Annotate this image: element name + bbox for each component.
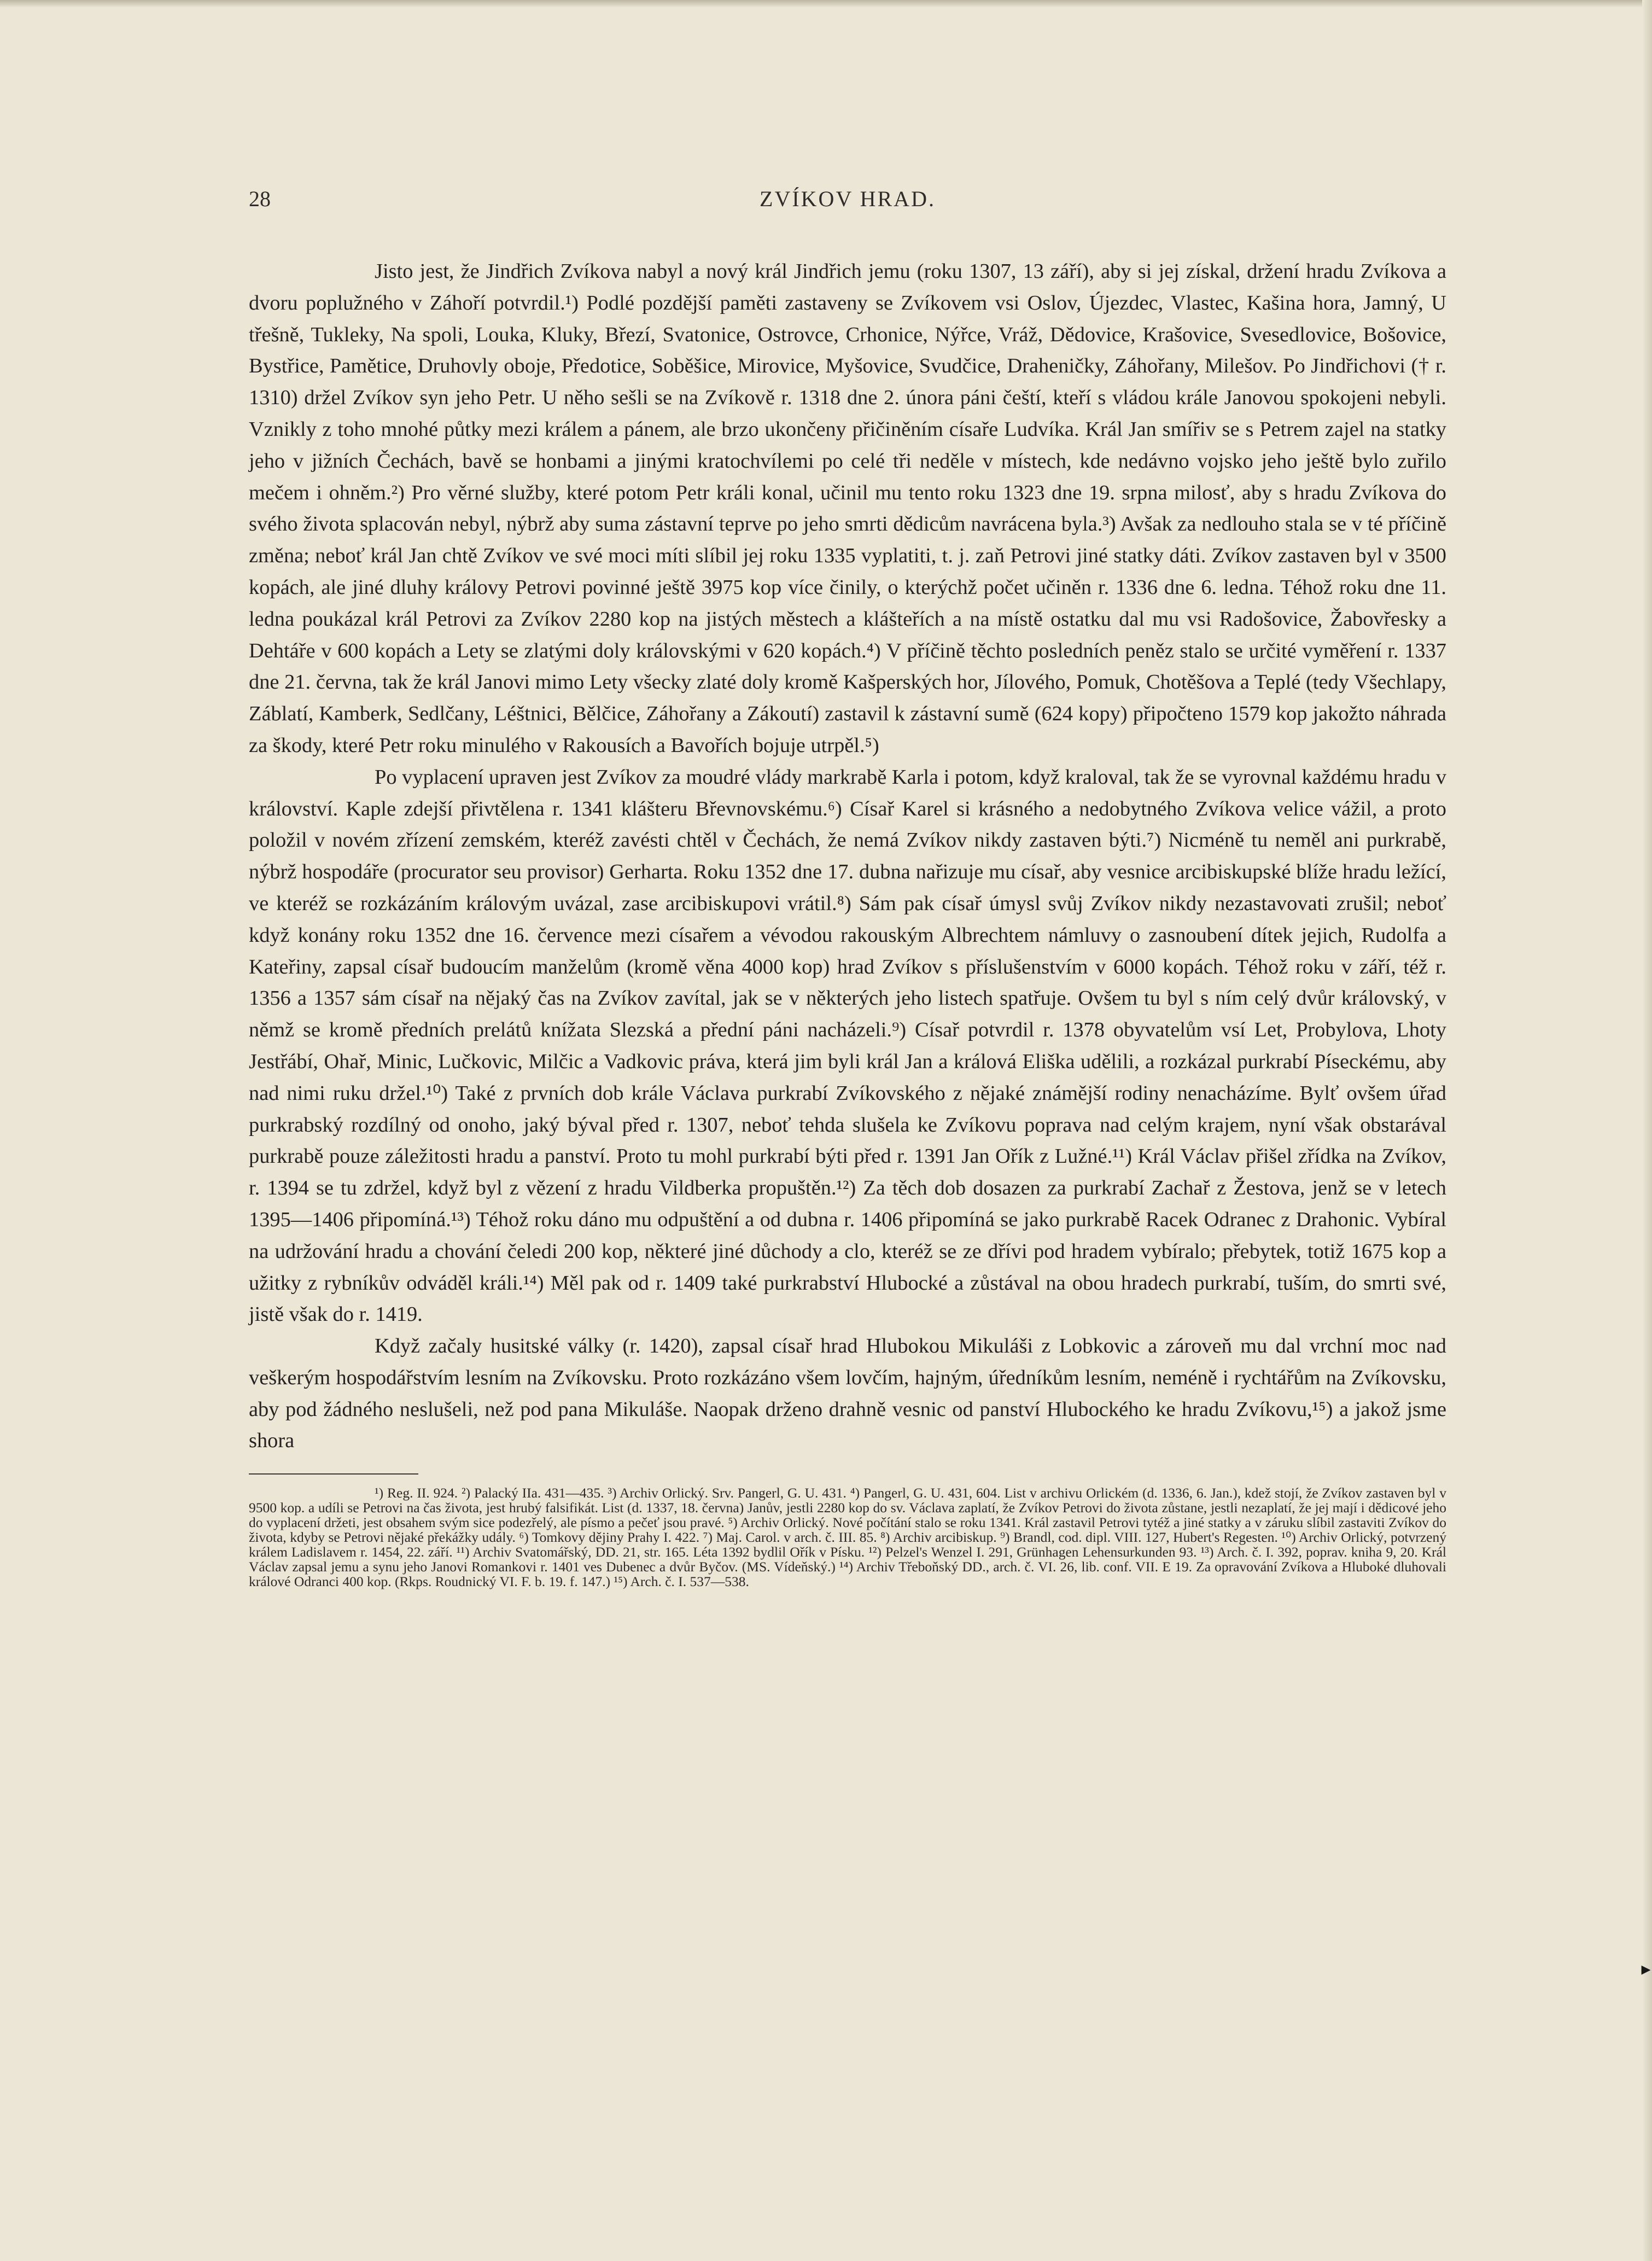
- running-head: [249, 186, 1446, 219]
- book-page: [249, 186, 1446, 1589]
- footnote-divider: [249, 1473, 418, 1475]
- page-top-edge: [0, 0, 1652, 8]
- paragraph: Po vyplacení upraven jest Zvíkov za moudré vlády markrabě Karla i potom, když kraloval, tak že se vyrovnal každému hradu v království. Kaple zdejší přivtělena r. 1341 klášteru Břevnovskému.⁶) Císař Karel si krásného a nedobytného Zvíkova velice vážil, a proto položil v novém zřízení zemském, kteréž zavésti chtěl v Čechách, že nemá Zvíkov nikdy zastaven býti.⁷) Nicméně tu neměl ani purkrabě, nýbrž hospodáře (procurator seu provisor) Gerharta. Roku 1352 dne 17. dubna nařizuje mu císař, aby vesnice arcibiskupské blíže hradu ležící, ve kteréž se rozkázáním královým uvázal, zase arcibiskupovi vrátil.⁸) Sám pak císař úmysl svůj Zvíkov nikdy nezastavovati zrušil; neboť když konány roku 1352 dne 16. července mezi císařem a vévodou rakouským Albrechtem námluvy o zasnoubení dítek jejich, Rudolfa a Kateřiny, zapsal císař budoucím manželům (kromě věna 4000 kop) hrad Zvíkov s příslušenstvím v 6000 kopách. Téhož roku v září, též r. 1356 a 1357 sám císař na nějaký čas na Zvíkov zavítal, jak se v některých jeho listech spatřuje. Ovšem tu byl s ním celý dvůr královský, v němž se kromě předních prelátů knížata Slezská a přední páni nacházeli.⁹) Císař potvrdil r. 1378 obyvatelům vsí Let, Probylova, Lhoty Jestřábí, Ohař, Minic, Lučkovic, Milčic a Vadkovic práva, která jim byli král Jan a králová Eliška udělili, a rozkázal purkrabí Píseckému, aby nad nimi ruku držel.¹⁰) Také z prvních dob krále Václava purkrabí Zvíkovského z nějaké známější rodiny nenacházíme. Bylť ovšem úřad purkrabský rozdílný od onoho, jaký býval před r. 1307, neboť tehda slušela ke Zvíkovu poprava nad celým krajem, nyní však obstarával purkrabě pouze záležitosti hradu a panství. Proto tu mohl purkrabí býti před r. 1391 Jan Ořík z Lužné.¹¹) Král Václav přišel zřídka na Zvíkov, r. 1394 se tu zdržel, když byl z vězení z hradu Vildberka propuštěn.¹²) Za těch dob dosazen za purkrabí Zachař z Žestova, jenž se v letech 1395—1406 připomíná.¹³) Téhož roku dáno mu odpuštění a od dubna r. 1406 připomíná se jako purkrabě Racek Odranec z Drahonic. Vybíral na udržování hradu a chování čeledi 200 kop, některé jiné důchody a clo, kteréž se ze dřívi pod hradem vybíralo; přebytek, totiž 1675 kop a užitky z rybníkův odváděl králi.¹⁴) Měl pak od r. 1409 také purkrabství Hlubocké a zůstával na obou hradech purkrabí, tuším, do smrti své, jistě však do r. 1419.: [249, 765, 1446, 1326]
- body-text: [249, 256, 1446, 1457]
- paragraph: Jisto jest, že Jindřich Zvíkova nabyl a nový král Jindřich jemu (roku 1307, 13 září), aby si jej získal, držení hradu Zvíkova a dvoru poplužného v Záhoří potvrdil.¹) Podlé pozdější paměti zastaveny se Zvíkovem vsi Oslov, Újezdec, Vlastec, Kašina hora, Jamný, U třešně, Tukleky, Na spoli, Louka, Kluky, Březí, Svatonice, Ostrovce, Crhonice, Nýřce, Vráž, Dědovice, Krašovice, Svesedlovice, Bošovice, Bystřice, Pamětice, Druhovly oboje, Předotice, Soběšice, Mirovice, Myšovice, Svudčice, Draheničky, Záhořany, Milešov. Po Jindřichovi († r. 1310) držel Zvíkov syn jeho Petr. U něho sešli se na Zvíkově r. 1318 dne 2. února páni čeští, kteří s vládou krále Janovou spokojeni nebyli. Vznikly z toho mnohé půtky mezi králem a pánem, ale brzo ukončeny přičiněním císaře Ludvíka. Král Jan smířiv se s Petrem zajel na statky jeho v jižních Čechách, bavě se honbami a jinými kratochvílemi po celé tři neděle v místech, kde nedávno vojsko jeho ještě bylo zuřilo mečem i ohněm.²) Pro věrné služby, které potom Petr králi konal, učinil mu tento roku 1323 dne 19. srpna milosť, aby s hradu Zvíkova do svého života splacován nebyl, nýbrž aby suma zástavní teprve po jeho smrti dědicům navrácena byla.³) Avšak za nedlouho stala se v té příčině změna; neboť král Jan chtě Zvíkov ve své moci míti slíbil jej roku 1335 vyplatiti, t. j. zaň Petrovi jiné statky dáti. Zvíkov zastaven byl v 3500 kopách, ale jiné dluhy královy Petrovi povinné ještě 3975 kop více činily, o kterýchž počet učiněn r. 1336 dne 6. ledna. Téhož roku dne 11. ledna poukázal král Petrovi za Zvíkov 2280 kop na jistých městech a klášteřích a na místě ostatku dal mu vsi Radošovice, Žabovřesky a Dehtáře v 600 kopách a Lety se zlatými doly královskými v 620 kopách.⁴) V příčině těchto posledních peněz stalo se určité vyměření r. 1337 dne 21. června, tak že král Janovi mimo Lety všecky zlaté doly kromě Kašperských hor, Jílového, Pomuk, Chotěšova a Teplé (tedy Všechlapy, Záblatí, Kamberk, Sedlčany, Léštnici, Bělčice, Záhořany a Zákoutí) zastavil k zástavní sumě (624 kopy) připočteno 1579 kop jakožto náhrada za škody, které Petr roku minulého v Rakousích a Bavořích bojuje utrpěl.⁵): [249, 260, 1446, 757]
- paragraph: Když začaly husitské války (r. 1420), zapsal císař hrad Hlubokou Mikuláši z Lobkovic a zároveň mu dal vrchní moc nad veškerým hospodářstvím lesním na Zvíkovsku. Proto rozkázáno všem lovčím, hajným, úředníkům lesním, neméně i rychtářům na Zvíkovsku, aby pod žádného neslušeli, než pod pana Mikuláše. Naopak drženo drahně vesnic od panství Hlubockého ke hradu Zvíkovu,¹⁵) a jakož jsme shora: [249, 1335, 1446, 1453]
- page-title: ZVÍKOV HRAD.: [760, 187, 936, 211]
- triangle-right-icon[interactable]: ▸: [1641, 1958, 1651, 1980]
- page-right-edge: [1642, 0, 1652, 2261]
- footnotes: [249, 1485, 1446, 1589]
- page-number: 28: [249, 187, 271, 211]
- footnote-text: ¹) Reg. II. 924. ²) Palacký IIa. 431—435. ³) Archiv Orlický. Srv. Pangerl, G. U. 431. ⁴) Pangerl, G. U. 431, 604. List v archivu Orlickém (d. 1336, 6. Jan.), kdež stojí, že Zvíkov zastaven byl v 9500 kop. a udíli se Petrovi na čas života, jest hrubý falsifikát. List (d. 1337, 18. června) Janův, jestli 2280 kop do sv. Václava zaplatí, že Zvíkov Petrovi do života zůstane, jestli nezaplatí, že jej mají i dědicové jeho do vyplacení držeti, jest obsahem svým sice podezřelý, ale písmo a pečeť jsou pravé. ⁵) Archiv Orlický. Nové počítání stalo se roku 1341. Král zastavil Petrovi tytéž a jiné statky a v záruku slíbil zastaviti Zvíkov do života, kdyby se Petrovi nějaké překážky udály. ⁶) Tomkovy dějiny Prahy I. 422. ⁷) Maj. Carol. v arch. č. III. 85. ⁸) Archiv arcibiskup. ⁹) Brandl, cod. dipl. VIII. 127, Hubert's Regesten. ¹⁰) Archiv Orlický, potvrzený králem Ladislavem r. 1454, 22. září. ¹¹) Archiv Svatomářský, DD. 21, str. 165. Léta 1392 bydlil Ořík v Písku. ¹²) Pelzel's Wenzel I. 291, Grünhagen Lehensurkunden 93. ¹³) Arch. č. I. 392, poprav. kniha 9, 20. Král Václav zapsal jemu a synu jeho Janovi Romankovi r. 1401 ves Dubenec a dvůr Byčov. (MS. Vídeňský.) ¹⁴) Archiv Třeboňský DD., arch. č. VI. 26, lib. conf. VII. E 19. Za opravování Zvíkova a Hluboké dluhovali králové Odranci 400 kop. (Rkps. Roudnický VI. F. b. 19. f. 147.) ¹⁵) Arch. č. I. 537—538.: [249, 1485, 1446, 1590]
